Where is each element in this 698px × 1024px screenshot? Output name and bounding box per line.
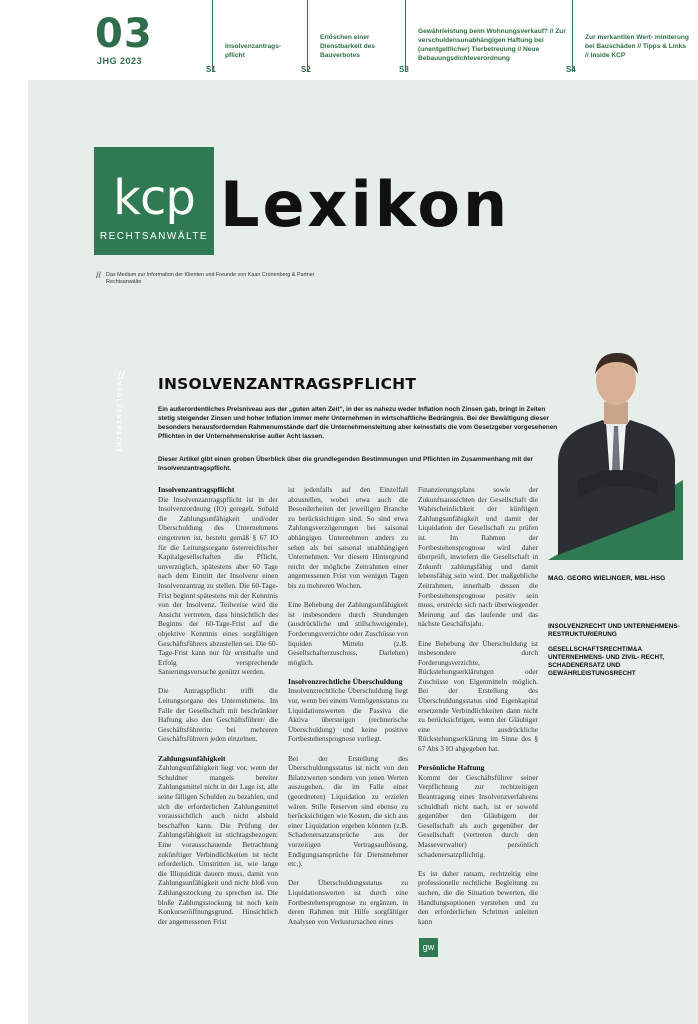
logo-subtitle: RECHTSANWÄLTE [99,231,209,242]
paragraph: Zahlungsunfähigkeit liegt vor, wenn der Schuldner mangels bereiter Zahlungsmittel nicht in der Lage ist, alle seine fälligen Schulden zu bezahlen, und sich die erforderlichen Zahlungsmittel voraussichtlich auch nicht alsbald beschaffen kann. Die Prüfung der Zahlungsfähigkeit ist stichtagsbezogen: Eine vorausschauende Betrachtung zukünftiger Verbindlichkeiten ist nicht erforderlich. Umstritten ist, wie lange die Illiquidität dauern muss, damit von Zahlungsunfähigkeit und nicht bloß von Zahlungsstockung zu sprechen ist. Die bloße Zahlungsstockung ist noch kein Konkurseröffnungsgrund. Hinsichtlich der angemessenen Frist [158,763,278,926]
subheading: Insolvenzrechtliche Überschuldung [288,676,403,686]
paragraph: Insolvenzrechtliche Überschuldung liegt vor, wenn bei einem Vermögensstatus zu Liquidationswerten die Passiva die Aktiva übersteigen (rechnerische Überschuldung) und keine positive Fortbestehensprognose vorliegt. [288,686,408,744]
tagline [96,272,346,286]
toc-item-4[interactable]: Zur merkantilen Wert- minderung bei Bauschäden // Tipps & Links // Inside KCP [585,34,689,59]
toc-page-3: S3 [399,65,409,74]
author-name: MAG. GEORG WIELINGER, MBL-HSG [548,575,666,582]
toc-divider [405,0,406,72]
article-column-3 [418,485,538,936]
toc-page-4: S4 [566,65,576,74]
toc-page-1: S1 [206,65,216,74]
toc-item-3[interactable]: Gewährleistung beim Wohnungsverkauf? // Zur verschuldensunabhängigen Haftung bei (unentgeltlicher) Tierbetreuung // Neue Bebauungsdichteverordnung [418,28,566,62]
toc-item-1[interactable]: Insolvenzantrags- pflicht [225,43,282,59]
section-label-text: INSOLVENZRECHT [115,378,121,454]
paragraph: Die Antragspflicht trifft die Leitungsorgane des Unternehmens. Im Falle der Gesellschaft mit beschränkter Haftung also den Geschäftsführer/ die Geschäftsführerin; bei mehreren Geschäftsführern jeden einzelnen. [158,686,278,744]
kcp-logo [94,147,214,255]
author-focus-2: GESELLSCHAFTSRECHT/M&A UNTERNEHMENS- UND ZIVIL- RECHT, SCHADENERSATZ UND GEWÄHRLEISTUNGSRECHT [548,646,665,677]
article-column-1 [158,485,278,936]
paragraph: Kommt der Geschäftsführer seiner Verpflichtung zur rechtzeitigen Beantragung eines Insolvenzverfahrens schuldhaft nicht nach, ist er sowohl gegenüber den Gläubigern der Gesellschaft als auch gegenüber der Gesellschaft (vertreten durch den Masseverwalter) persönlich schadenersatzpflichtig. [418,772,538,859]
subheading: Insolvenzantragspflicht [158,485,235,494]
toc-divider [307,0,308,72]
paragraph: Es ist daher ratsam, rechtzeitig eine professionelle rechtliche Begleitung zu suchen, die die Situation bewerten, die Handlungsoptionen verstehen und zu den erforderlichen Schritten anleiten kann [418,868,538,926]
toc-divider [572,0,573,72]
masthead-bar [0,0,698,80]
paragraph: Eine Behebung der Zahlungsunfähigkeit ist insbesondere durch Stundungen (ausdrückliche und stillschweigende), Forderungsverzichte oder Zuschüsse von liquiden Mitteln (z.B. Gesellschafterzuschuss, Darlehen) möglich. [288,600,408,667]
author-focus [548,623,688,678]
paragraph: Bei der Erstellung des Überschuldungsstatus ist nicht von den Bilanzwerten sondern von jenen Werten auszugehen, die im Falle einer (geordneten) Liquidation zu erzielen wären. Stille Reserven sind ebenso zu berücksichtigen wie Kosten, die sich aus einer Liquidation ergeben könnten (z.B. Schadenersatzansprüche aus der vorzeitigen Vertragsauflösung, Endigungsansprüche für Dienstnehmer etc.). [288,753,408,869]
paragraph: Die Insolvenzantragspflicht ist in der Insolvenzordnung (IO) geregelt. Sobald die Zahlungsunfähigkeit und/oder Überschuldung des Unternehmens eingetreten ist, besteht gemäß § 67 IO für die Leitungsorgane österreichischer Kapitalgesellschaften die Pflicht, unverzüglich, spätestens aber 60 Tage nach dem Eintritt der Insolvenz einen Insolvenzantrag zu stellen. Die 60-Tage-Frist beginnt spätestens mit der Kenntnis von der Insolvenz. Teilweise wird die Ansicht vertreten, dass hinsichtlich des Beginns der 60-Tage-Frist auf die objektive Kenntnis eines sorgfältigen Geschäftsführers abzustellen sei. Die 60-Tage-Frist kann nur für ernsthafte und Erfolg versprechende Sanierungsversuche genützt werden. [158,494,278,677]
tagline-text: Das Medium zur Information der Klienten und Freunde von Kaan Cronenberg & Partner Rechtsanwälte [106,272,315,285]
section-slash: // [118,368,125,382]
logo-lexikon-word: Lexikon [220,168,511,241]
article-lead: Ein außerordentliches Preisniveau aus der „guten alten Zeit", in der es nahezu weder Inflation noch Zinsen gab, bringt in Zeiten stetig steigender Zinsen und hoher Inflation immer mehr Unternehmen in wirtschaftliche Bedrängnis. Bei der Bewältigung dieser besonders herausfordernden Rahmenumstände darf die Unternehmensleitung aber keinesfalls die vom Gesetzgeber vorgesehenen Pflichten in der Unternehmenskrise außer Acht lassen. [158,406,558,440]
paragraph: Eine Behebung der Überschuldung ist insbesondere durch Forderungsverzichte, Rückstehungserklärungen oder Zuschüsse von Eigenmitteln möglich. Bei der Erstellung des Überschuldungsstatus sind Eigenkapital ersetzende Verbindlichkeiten dann nicht zu berücksichtigen, wenn der Gläubiger eine ausdrückliche Rückstehungserklärung im Sinne des § 67 Abs 3 IO abgegeben hat. [418,638,538,754]
tagline-slash: // [96,270,102,280]
article-column-2 [288,485,408,936]
toc-page-2: S2 [301,65,311,74]
paragraph: Finanzierungsplans sowie der Zukunftsaussichten der Gesellschaft die Wahrscheinlichkeit der künftigen Zahlungsunfähigkeit und damit der Liquidation der Gesellschaft zu prüfen ist. Im Rahmen der Fortbestehensprognose wird daher überprüft, inwiefern die Gesellschaft in Zukunft zahlungsfähig und damit lebensfähig sein wird. Der maßgebliche Zeitrahmen, innerhalb dessen die Fortbestehensprognose positiv sein muss, erstreckt sich nach überwiegender Meinung auf das laufende und das nächste Geschäftsjahr. [418,485,538,629]
issue-year: JHG 2023 [97,56,143,66]
author-focus-1: INSOLVENZRECHT UND UNTERNEHMENS- RESTRUKTURIERUNG [548,623,680,638]
issue-number: 03 [95,11,153,57]
subheading: Persönliche Haftung [418,763,485,773]
logo-kcp-text: kcp [113,170,195,226]
paragraph: Der Überschuldungsstatus zu Liquidationswerten ist durch eine Fortbestehensprognose zu ergänzen, in deren Rahmen mit Hilfe sorgfältiger Analysen von Verlustursachen eines [288,878,408,926]
paragraph: ist jedenfalls auf den Einzelfall abzustellen, wobei etwa auch die Besonderheiten der jeweiligen Branche zu berücksichtigen sind. So sind etwa Zahlungsverzögerungen bei saisonal abhängigen Unternehmen anders zu sehen als bei saisonal unabhängigen Unternehmen. Vor diesem Hintergrund reicht der mögliche Zeitrahmen einer angemessenen Frist von wenigen Tagen bis zu mehreren Wochen. [288,485,408,590]
subheading: Zahlungsunfähigkeit [158,753,226,763]
toc-item-2[interactable]: Erlöschen einer Dienstbarkeit des Bauverbotes [320,34,375,59]
article-title: INSOLVENZANTRAGSPFLICHT [158,375,417,393]
section-label [115,378,131,478]
article-lead-2: Dieser Artikel gibt einen groben Überblick über die grundlegenden Bestimmungen und Pflichten im Zusammenhang mit der Insolvenzantragspflicht. [158,456,534,472]
toc-divider [212,0,213,72]
author-portrait [548,340,683,560]
author-initials-badge: gw [419,938,438,957]
